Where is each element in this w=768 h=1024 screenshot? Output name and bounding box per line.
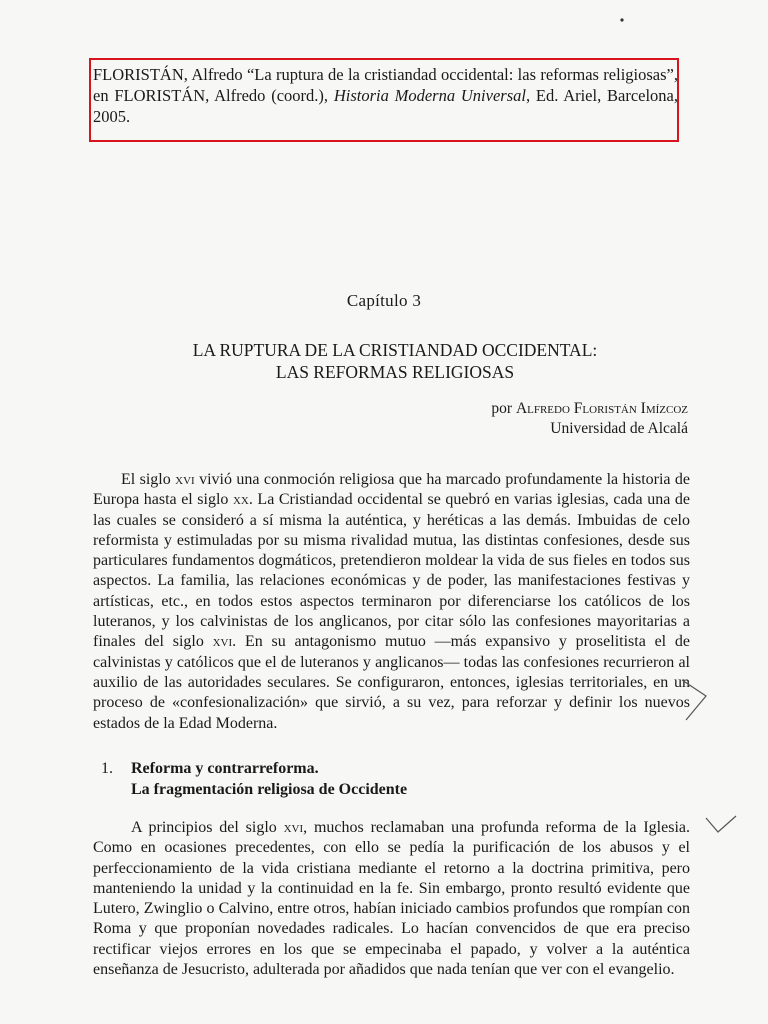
chapter-affiliation: Universidad de Alcalá [550, 420, 688, 437]
section-heading [101, 758, 407, 800]
section-title-line-1: Reforma y contrarreforma. [131, 760, 319, 777]
citation-reference: FLORISTÁN, Alfredo “La ruptura de la cristiandad occidental: las reformas religiosas”, en FLORISTÁN, Alfredo (coord.), Historia Moderna Universal, Ed. Ariel, Barcelona, 2005. [93, 65, 679, 126]
chapter-title-line-2: LAS REFORMAS RELIGIOSAS [275, 362, 515, 382]
chapter-byline: por Alfredo Floristán Imízcoz Universidad de Alcalá [491, 400, 688, 437]
citation-book-title: Historia Moderna Universal [333, 86, 526, 105]
scan-speck [618, 16, 626, 24]
chapter-label: Capítulo 3 [346, 291, 422, 310]
pencil-margin-mark [676, 676, 716, 726]
chapter-title-line-1: LA RUPTURA DE LA CRISTIANDAD OCCIDENTAL: [192, 340, 598, 360]
section-number: 1. [101, 760, 113, 777]
chapter-author: Alfredo Floristán Imízcoz [515, 400, 688, 417]
section-paragraph: A principios del siglo xvi, muchos reclamaban una profunda reforma de la Iglesia. Como en ocasiones precedentes, con ello se pedía la purificación de los abusos y el perfeccionamiento de la vida cristiana mediante el retorno a la doctrina primitiva, pero manteniendo la unidad y la continuidad en la fe. Sin embargo, pronto resultó evidente que Lutero, Zwinglio o Calvino, entre otros, habían iniciado cambios profundos que rompían con Roma y que proponían novedades radicales. Lo hacían convencidos de que era preciso rectificar viejos errores en los que se empecinaba el papado, y volver a la auténtica enseñanza de Jesucristo, adulterada por añadidos que nada tenían que ver con el evangelio. [93, 819, 691, 979]
section-title-line-2: La fragmentación religiosa de Occidente [131, 781, 408, 798]
intro-paragraph: El siglo xvi vivió una conmoción religiosa que ha marcado profundamente la historia de Europa hasta el siglo xx. La Cristiandad occidental se quebró en varias iglesias, cada una de las cuales se consideró a sí misma la auténtica, y heréticas a las demás. Imbuidas de celo reformista y estimuladas por su misma rivalidad mutua, las distintas confesiones, desde sus particulares fundamentos dogmáticos, pretendieron moldear la vida de sus fieles en todos sus aspectos. La familia, las relaciones económicas y de poder, las manifestaciones festivas y artísticas, etc., en todos estos aspectos terminaron por diferenciarse los católicos de los luteranos, y los calvinistas de los anglicanos, por citar sólo las confesiones mayoritarias a finales del siglo xvi. En su antagonismo mutuo —más expansivo y proselitista el de calvinistas y católicos que el de luteranos y anglicanos— todas las confesiones recurrieron al auxilio de las autoridades seculares. Se configuraron, entonces, iglesias territoriales, en un proceso de «confesionalización» que sirvió, a su vez, para reforzar y definir los nuevos estados de la Edad Moderna. [93, 471, 691, 732]
pencil-check-mark [704, 812, 740, 838]
